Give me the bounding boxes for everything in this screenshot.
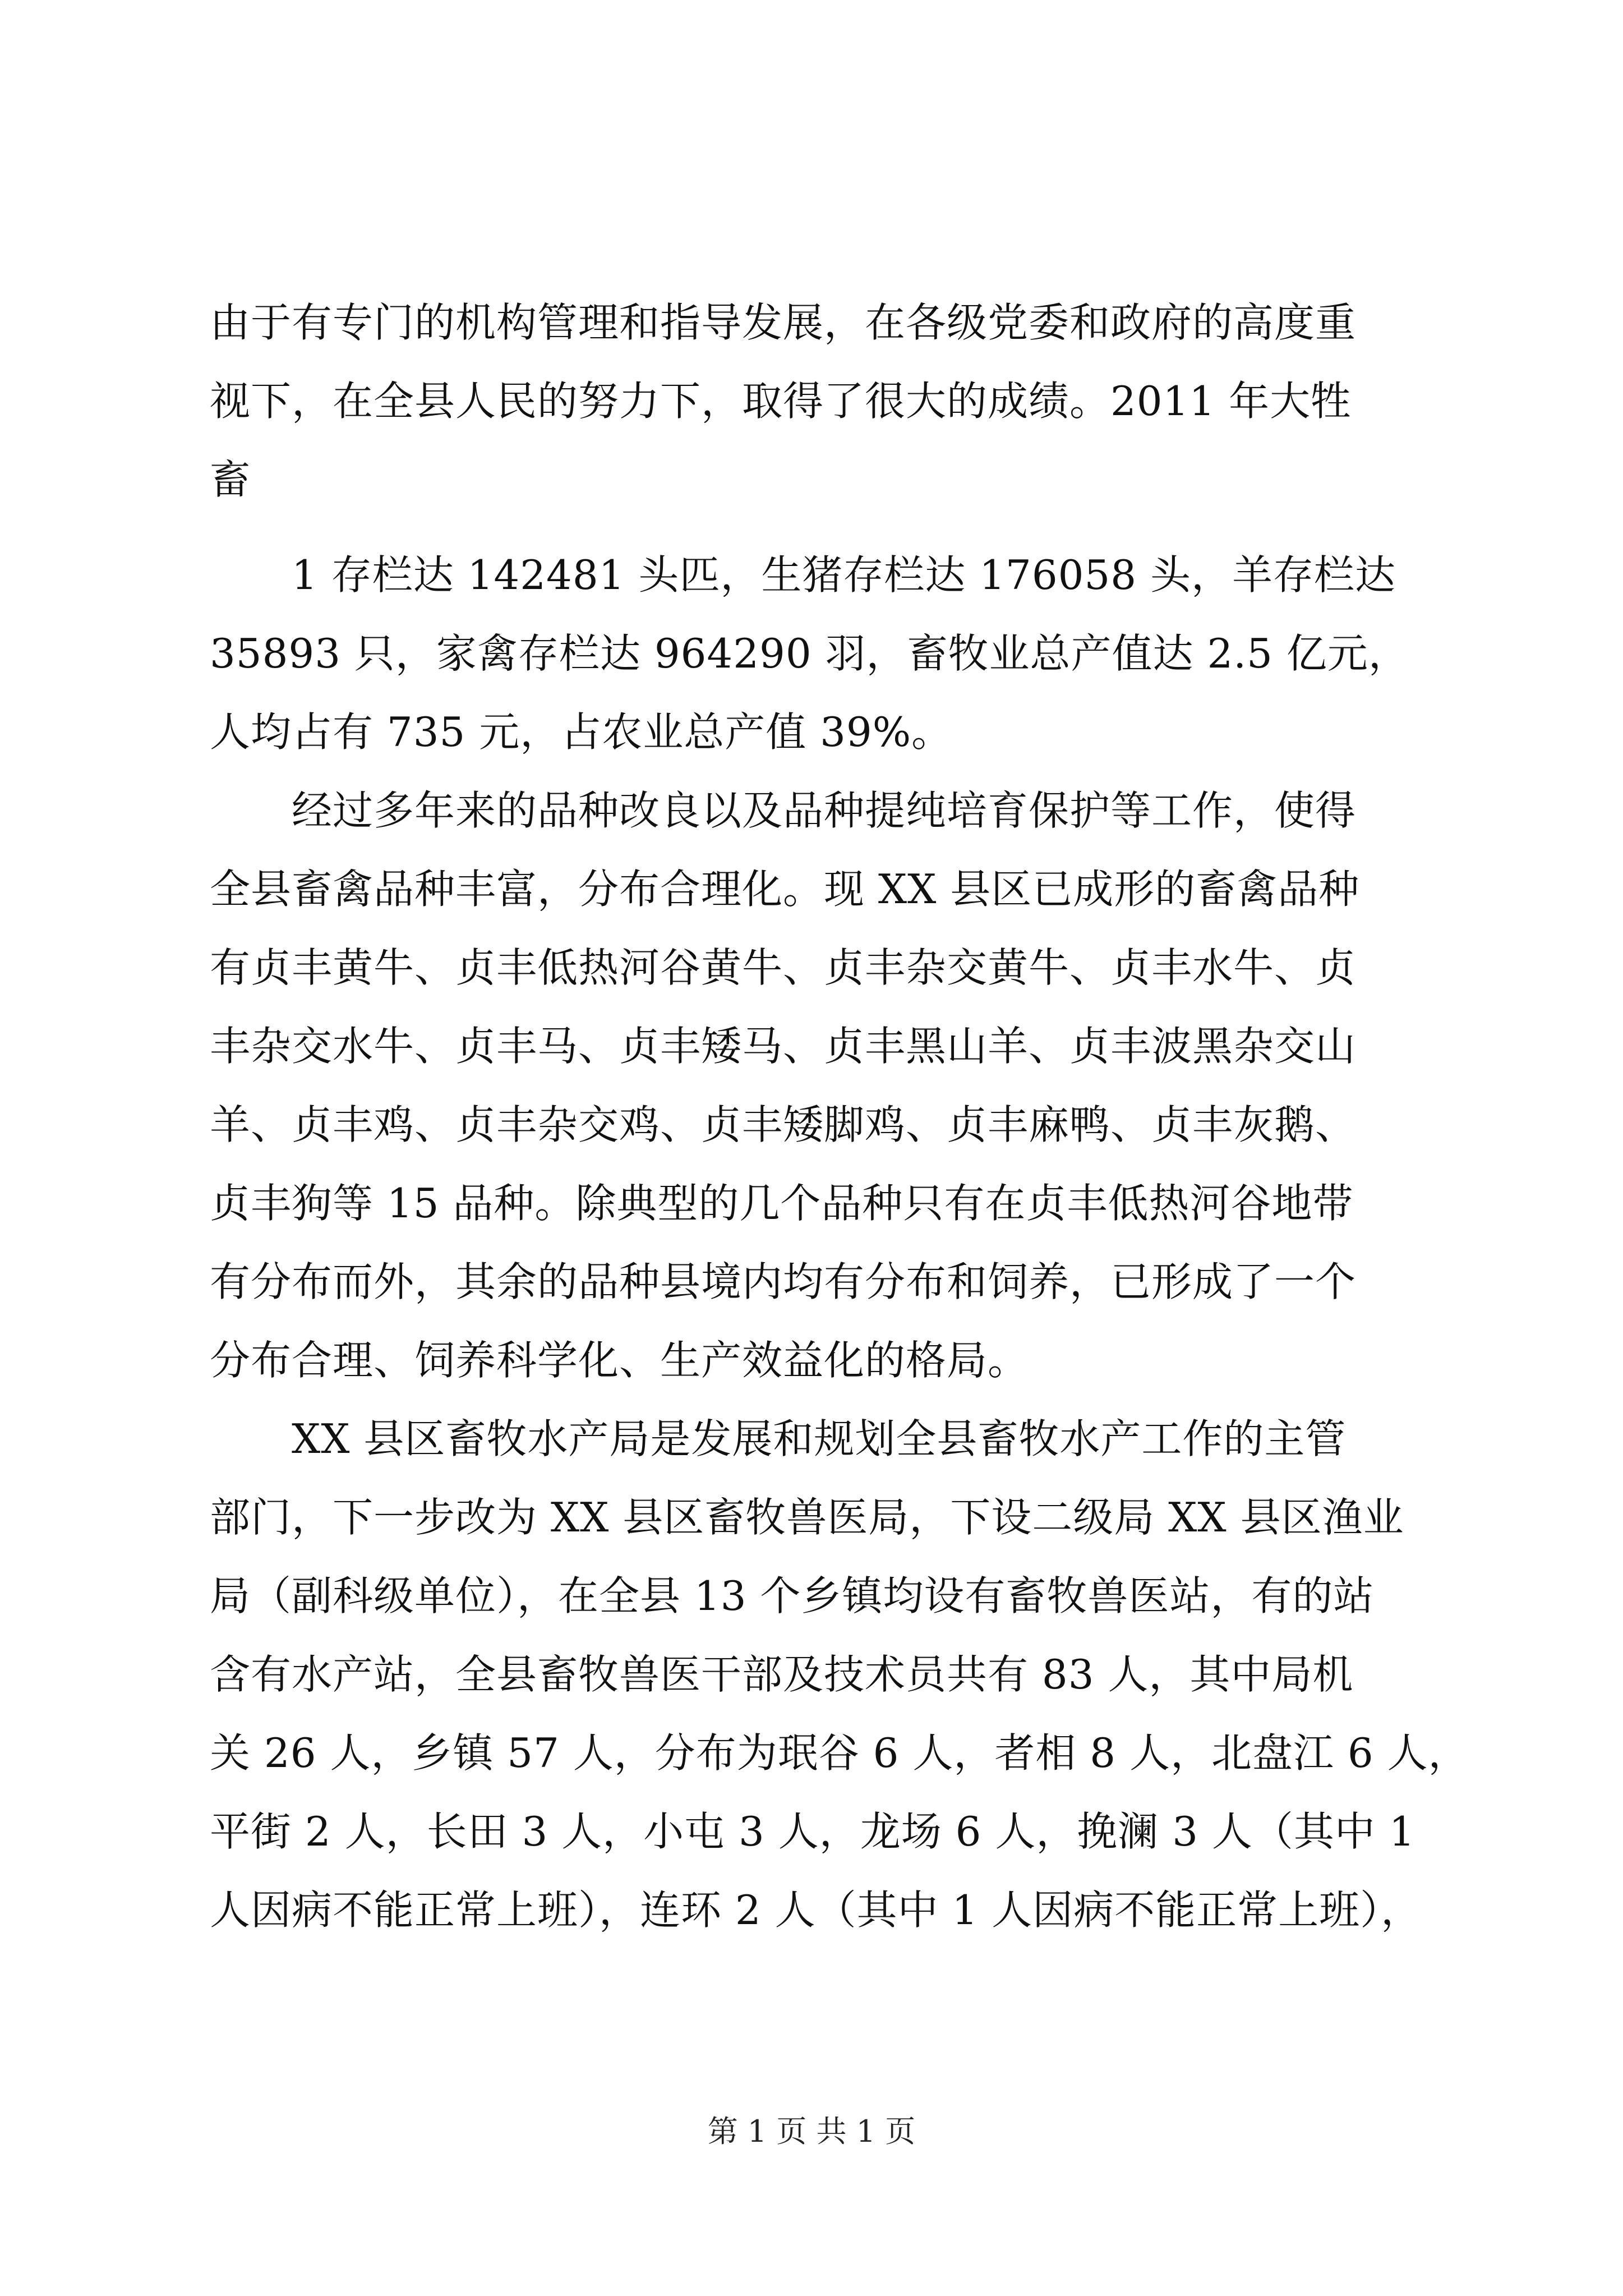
text-line: 含有水产站，全县畜牧兽医干部及技术员共有 83 人，其中局机 <box>210 1651 1354 1698</box>
text-line: 人因病不能正常上班），连环 2 人（其中 1 人因病不能正常上班）， <box>210 1887 1422 1934</box>
text-line: 关 26 人，乡镇 57 人，分布为珉谷 6 人，者相 8 人，北盘江 6 人， <box>210 1729 1469 1777</box>
text-line: 分布合理、饲养科学化、生产效益化的格局。 <box>210 1337 1029 1384</box>
page-number-footer: 第 1 页 共 1 页 <box>707 2114 916 2149</box>
text-line: 经过多年来的品种改良以及品种提纯培育保护等工作，使得 <box>210 787 1357 834</box>
text-line: 视下，在全县人民的努力下，取得了很大的成绩。2011 年大牲 <box>210 378 1352 425</box>
text-line: 35893 只，家禽存栏达 964290 羽，畜牧业总产值达 2.5 亿元， <box>210 630 1409 677</box>
text-line: 部门，下一步改为 XX 县区畜牧兽医局，下设二级局 XX 县区渔业 <box>210 1494 1404 1541</box>
text-line: 羊、贞丰鸡、贞丰杂交鸡、贞丰矮脚鸡、贞丰麻鸭、贞丰灰鹅、 <box>210 1101 1357 1148</box>
text-line: 丰杂交水牛、贞丰马、贞丰矮马、贞丰黑山羊、贞丰波黑杂交山 <box>210 1023 1357 1070</box>
text-line: 贞丰狗等 15 品种。除典型的几个品种只有在贞丰低热河谷地带 <box>210 1180 1354 1227</box>
document-body <box>210 283 1469 1949</box>
text-line: 全县畜禽品种丰富，分布合理化。现 XX 县区已成形的畜禽品种 <box>210 866 1360 913</box>
text-line: 局（副科级单位），在全县 13 个乡镇均设有畜牧兽医站，有的站 <box>210 1572 1375 1619</box>
text-line: XX 县区畜牧水产局是发展和规划全县畜牧水产工作的主管 <box>210 1415 1347 1462</box>
text-line: 有贞丰黄牛、贞丰低热河谷黄牛、贞丰杂交黄牛、贞丰水牛、贞 <box>210 944 1357 991</box>
text-line: 平街 2 人，长田 3 人，小屯 3 人，龙场 6 人，挽澜 3 人（其中 1 <box>210 1808 1415 1855</box>
text-line: 有分布而外，其余的品种县境内均有分布和饲养，已形成了一个 <box>210 1258 1357 1305</box>
text-line: 畜 <box>210 456 251 503</box>
text-line: 人均占有 735 元，占农业总产值 39%。 <box>210 708 953 756</box>
text-line: 由于有专门的机构管理和指导发展，在各级党委和政府的高度重 <box>210 299 1357 346</box>
text-line: 1 存栏达 142481 头匹，生猪存栏达 176058 头，羊存栏达 <box>210 551 1396 599</box>
